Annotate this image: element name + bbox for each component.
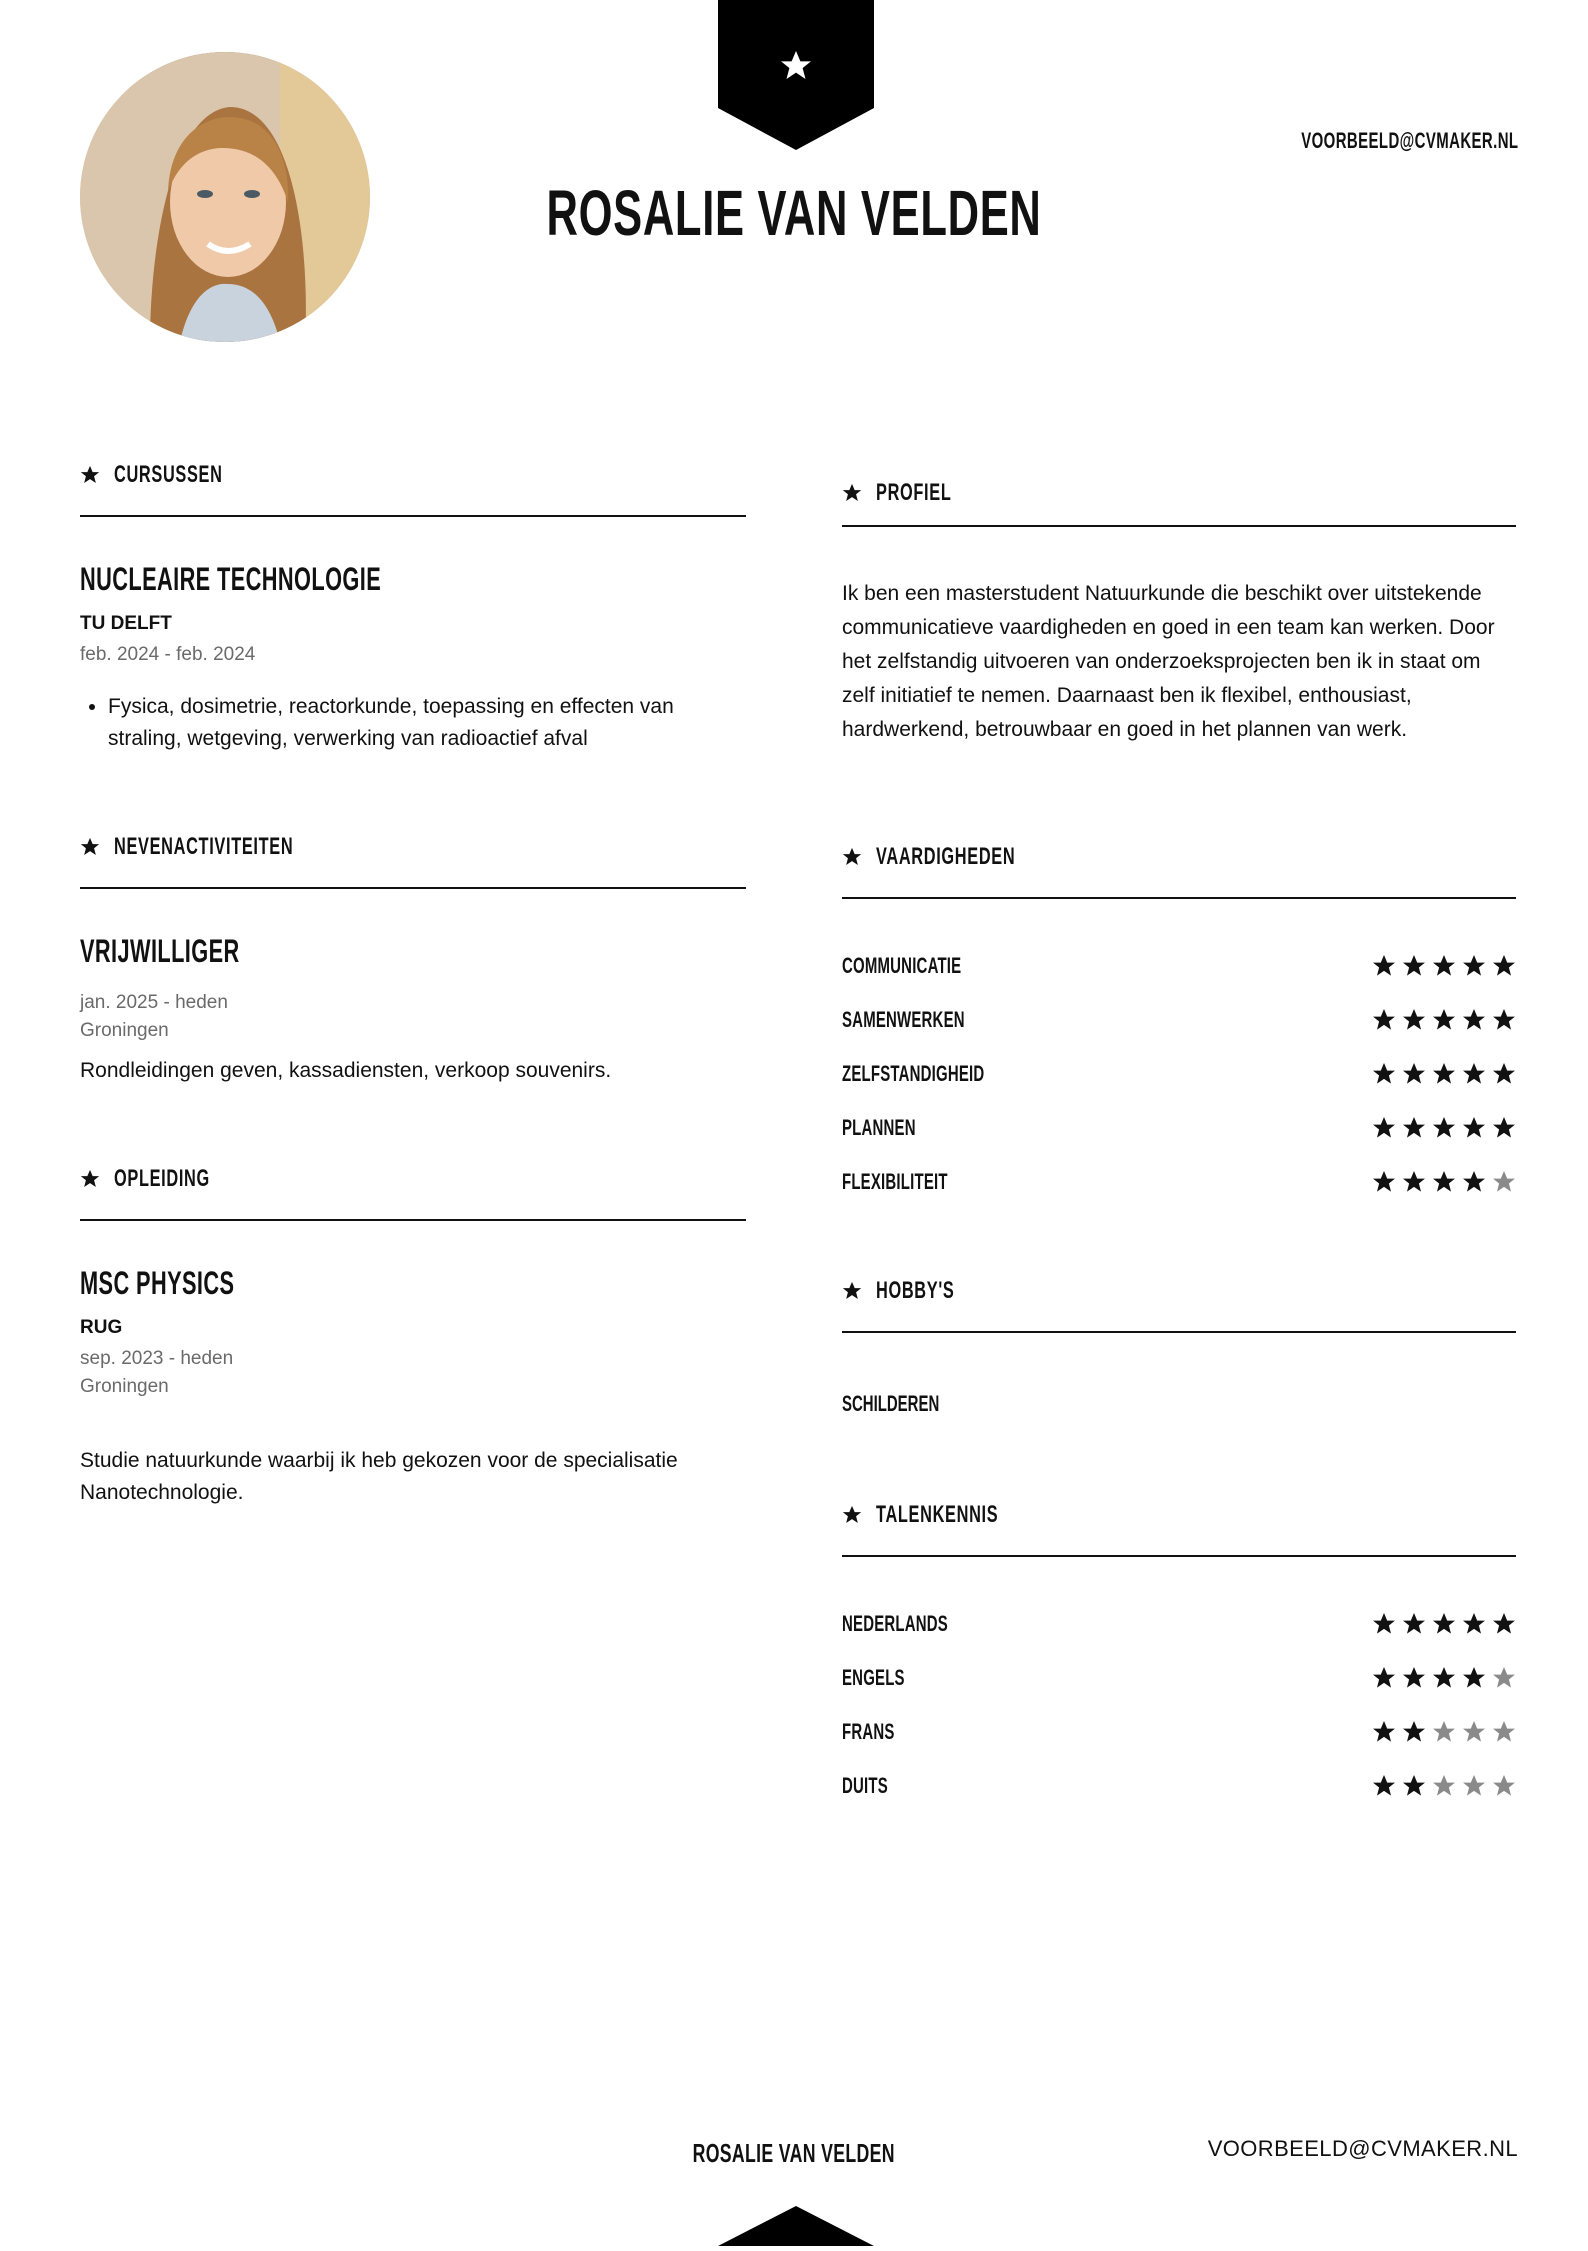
rating-stars [1372, 1062, 1516, 1086]
entry-title: VRIJWILLIGER [80, 933, 240, 969]
rating-stars [1372, 1008, 1516, 1032]
divider [842, 1331, 1516, 1333]
rating-stars [1372, 1774, 1516, 1798]
rating-row [842, 1155, 1516, 1209]
star-filled-icon [1402, 1062, 1426, 1086]
star-filled-icon [1402, 1666, 1426, 1690]
section-talenkennis [842, 1495, 1516, 1813]
star-filled-icon [1372, 1612, 1396, 1636]
profile-text: Ik ben een masterstudent Natuurkunde die beschikt over uitstekende communicatieve vaardigheden en goed in een team kan werken. Door het zelfstandig uitvoeren van onderzoeksprojecten ben ik in staat om zelf initiatief te nemen. Daarnaast ben ik flexibel, enthousiast, hardwerkend, betrouwbaar en goed in het plannen van werk. [842, 582, 1495, 741]
star-empty-icon [1492, 1774, 1516, 1798]
entry-period: feb. 2024 - feb. 2024 [80, 644, 256, 665]
section-header [842, 837, 1516, 877]
section-header [80, 1159, 746, 1199]
star-filled-icon [1462, 1062, 1486, 1086]
entry-description: Rondleidingen geven, kassadiensten, verkoop souvenirs. [80, 1059, 612, 1082]
divider [842, 1555, 1516, 1557]
star-filled-icon [1372, 1116, 1396, 1140]
rating-stars [1372, 1720, 1516, 1744]
star-filled-icon [1432, 1666, 1456, 1690]
rating-label: SAMENWERKEN [842, 1007, 965, 1032]
star-filled-icon [1372, 1720, 1396, 1744]
star-filled-icon [1432, 1612, 1456, 1636]
star-icon [842, 483, 862, 503]
entry-period: sep. 2023 - heden [80, 1348, 234, 1369]
rating-label: FLEXIBILITEIT [842, 1169, 948, 1194]
rating-label: ZELFSTANDIGHEID [842, 1061, 985, 1086]
section-header [80, 827, 746, 867]
rating-label: ENGELS [842, 1665, 905, 1690]
rating-stars [1372, 1116, 1516, 1140]
star-filled-icon [1462, 1170, 1486, 1194]
star-filled-icon [1402, 1612, 1426, 1636]
star-icon [80, 837, 100, 857]
section-title: NEVENACTIVITEITEN [114, 833, 294, 860]
section-title: TALENKENNIS [876, 1501, 999, 1528]
star-filled-icon [1372, 954, 1396, 978]
star-filled-icon [1432, 1008, 1456, 1032]
bullet-item: • Fysica, dosimetrie, reactorkunde, toepassing en effecten van straling, wetgeving, verwerking van radioactief afval [108, 691, 746, 755]
section-vaardigheden [842, 837, 1516, 1209]
bottom-banner [718, 2206, 874, 2246]
star-filled-icon [1402, 1774, 1426, 1798]
star-filled-icon [1432, 1170, 1456, 1194]
skills-list [842, 939, 1516, 1209]
divider [80, 515, 746, 517]
star-filled-icon [1372, 1170, 1396, 1194]
section-header [80, 455, 746, 495]
star-empty-icon [1462, 1720, 1486, 1744]
entry-title: MSC PHYSICS [80, 1265, 235, 1301]
section-title: OPLEIDING [114, 1165, 210, 1192]
star-filled-icon [1372, 1774, 1396, 1798]
star-filled-icon [1402, 1116, 1426, 1140]
section-title: CURSUSSEN [114, 461, 223, 488]
section-header [842, 1495, 1516, 1535]
star-filled-icon [1492, 1062, 1516, 1086]
star-filled-icon [1462, 1666, 1486, 1690]
star-filled-icon [1462, 954, 1486, 978]
section-title: HOBBY'S [876, 1277, 955, 1304]
star-filled-icon [1402, 1720, 1426, 1744]
star-filled-icon [1372, 1008, 1396, 1032]
rating-stars [1372, 1170, 1516, 1194]
rating-row [842, 1101, 1516, 1155]
star-filled-icon [1432, 1062, 1456, 1086]
divider [80, 887, 746, 889]
header-email: VOORBEELD@CVMAKER.NL [1300, 128, 1518, 153]
rating-label: PLANNEN [842, 1115, 916, 1140]
star-filled-icon [1402, 1008, 1426, 1032]
divider [842, 897, 1516, 899]
rating-stars [1372, 954, 1516, 978]
star-icon [80, 1169, 100, 1189]
star-icon [842, 1505, 862, 1525]
star-filled-icon [1492, 1116, 1516, 1140]
star-icon [842, 1281, 862, 1301]
right-column [842, 473, 1516, 1813]
star-filled-icon [1372, 1062, 1396, 1086]
rating-stars [1372, 1612, 1516, 1636]
rating-label: COMMUNICATIE [842, 953, 962, 978]
section-header [842, 473, 1516, 513]
left-column [80, 455, 746, 1509]
section-title: VAARDIGHEDEN [876, 843, 1016, 870]
star-filled-icon [1492, 1612, 1516, 1636]
footer-email: VOORBEELD@CVMAKER.NL [1207, 2136, 1518, 2161]
section-nevenactiviteiten [80, 827, 746, 1087]
entry-description: Studie natuurkunde waarbij ik heb gekozen voor de specialisatie Nanotechnologie. [80, 1449, 678, 1504]
star-filled-icon [1492, 954, 1516, 978]
star-filled-icon [1402, 954, 1426, 978]
entry-location: Groningen [80, 1020, 169, 1041]
star-empty-icon [1462, 1774, 1486, 1798]
section-hobbys [842, 1271, 1516, 1421]
star-icon [80, 465, 100, 485]
candidate-name: ROSALIE VAN VELDEN [546, 177, 1042, 249]
rating-label: NEDERLANDS [842, 1611, 948, 1636]
star-empty-icon [1432, 1774, 1456, 1798]
star-filled-icon [1432, 1116, 1456, 1140]
entry-bullets [80, 691, 746, 755]
star-empty-icon [1492, 1666, 1516, 1690]
rating-row [842, 939, 1516, 993]
section-header [842, 1271, 1516, 1311]
divider [80, 1219, 746, 1221]
star-filled-icon [1492, 1008, 1516, 1032]
star-filled-icon [1402, 1170, 1426, 1194]
section-title: PROFIEL [876, 479, 952, 506]
rating-row [842, 1651, 1516, 1705]
rating-label: FRANS [842, 1719, 895, 1744]
rating-label: DUITS [842, 1773, 888, 1798]
rating-row [842, 1705, 1516, 1759]
section-opleiding [80, 1159, 746, 1509]
section-cursussen [80, 455, 746, 755]
rating-row [842, 1597, 1516, 1651]
section-profiel [842, 473, 1516, 747]
entry-location: Groningen [80, 1376, 169, 1397]
entry-title: NUCLEAIRE TECHNOLOGIE [80, 561, 382, 597]
star-empty-icon [1432, 1720, 1456, 1744]
star-filled-icon [1462, 1116, 1486, 1140]
rating-row [842, 993, 1516, 1047]
divider [842, 525, 1516, 527]
rating-row [842, 1759, 1516, 1813]
top-banner [718, 0, 874, 150]
star-icon [842, 847, 862, 867]
star-empty-icon [1492, 1720, 1516, 1744]
rating-stars [1372, 1666, 1516, 1690]
star-filled-icon [1462, 1008, 1486, 1032]
footer-name: ROSALIE VAN VELDEN [692, 2138, 896, 2168]
star-filled-icon [1462, 1612, 1486, 1636]
entry-period: jan. 2025 - heden [80, 992, 228, 1013]
entry-institution: TU DELFT [80, 613, 172, 634]
star-filled-icon [1372, 1666, 1396, 1690]
star-empty-icon [1492, 1170, 1516, 1194]
page-title [0, 176, 1588, 250]
rating-row [842, 1047, 1516, 1101]
star-filled-icon [1432, 954, 1456, 978]
hobby-item: SCHILDEREN [842, 1391, 940, 1416]
entry-institution: RUG [80, 1317, 123, 1338]
languages-list [842, 1597, 1516, 1813]
